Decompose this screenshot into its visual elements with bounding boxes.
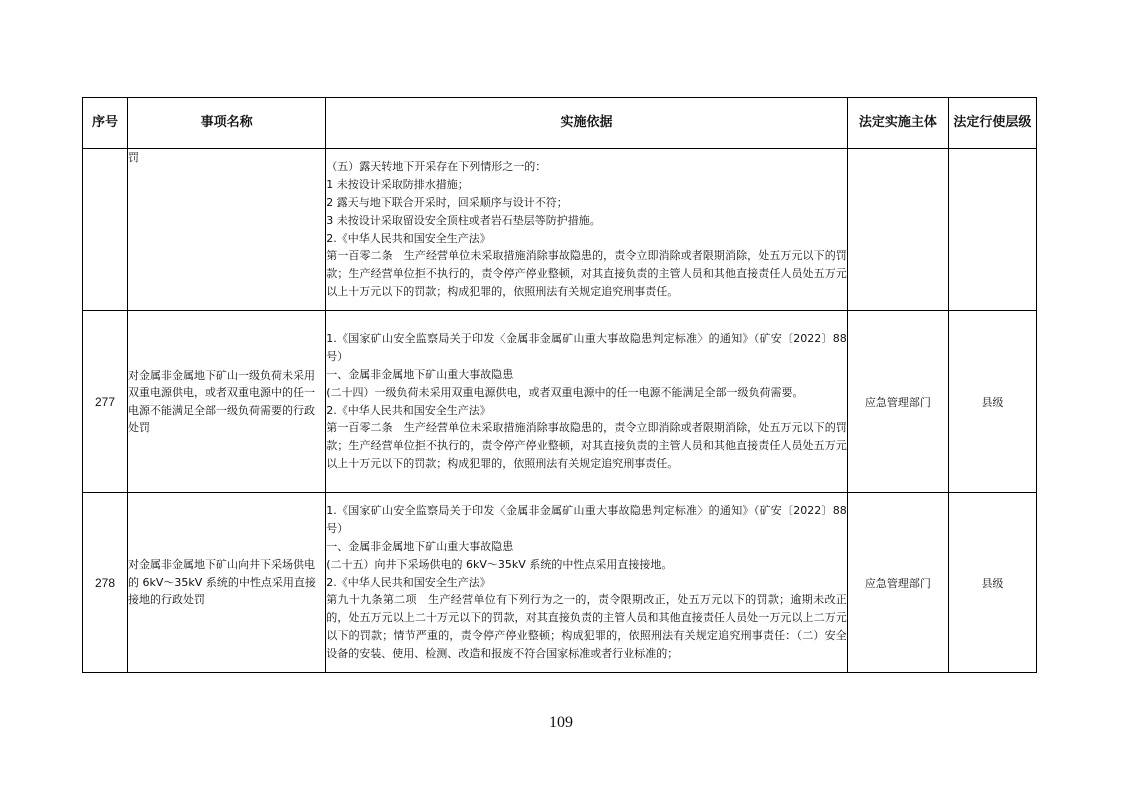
item-name: 对金属非金属地下矿山向井下采场供电的 6kV～35kV 系统的中性点采用直接接地的行政处罚	[128, 493, 326, 673]
implementing-body: 应急管理部门	[847, 311, 948, 493]
basis-line: 2 露天与地下联合开采时，回采顺序与设计不符；	[326, 195, 568, 209]
basis-line: (二十五）向井下采场供电的 6kV～35kV 系统的中性点采用直接接地。	[326, 557, 673, 571]
basis-line: 2.《中华人民共和国安全生产法》	[326, 403, 491, 417]
exercise-level: 县级	[948, 311, 1036, 493]
header-body: 法定实施主体	[847, 98, 948, 149]
header-basis: 实施依据	[326, 98, 848, 149]
item-name: 罚	[128, 149, 326, 311]
basis-line: 第一百零二条 生产经营单位未采取措施消除事故隐患的，责令立即消除或者限期消除，处五万元以下的罚款；生产经营单位拒不执行的，责令停产停业整顿，对其直接负责的主管人员和其他直接责任人员处五万元以上十万元以下的罚款；构成犯罪的，依照刑法有关规定追究刑事责任。	[326, 421, 847, 471]
basis-line: 2.《中华人民共和国安全生产法》	[326, 575, 491, 589]
basis-line: 1.《国家矿山安全监察局关于印发〈金属非金属矿山重大事故隐患判定标准〉的通知》（矿安〔2022〕88 号）	[326, 503, 847, 535]
legal-basis	[326, 311, 848, 493]
basis-line: 3 未按设计采取留设安全顶柱或者岩石垫层等防护措施。	[326, 213, 601, 227]
basis-line: 1 未按设计采取防排水措施；	[326, 177, 469, 191]
basis-line: 一、金属非金属地下矿山重大事故隐患	[326, 539, 514, 553]
basis-line: 一、金属非金属地下矿山重大事故隐患	[326, 367, 514, 381]
table-row	[83, 311, 1037, 493]
table-header-row	[83, 98, 1037, 149]
basis-line: 第一百零二条 生产经营单位未采取措施消除事故隐患的，责令立即消除或者限期消除，处五万元以下的罚款；生产经营单位拒不执行的，责令停产停业整顿，对其直接负责的主管人员和其他直接责任人员处五万元以上十万元以下的罚款；构成犯罪的，依照刑法有关规定追究刑事责任。	[326, 249, 847, 299]
header-no: 序号	[83, 98, 128, 149]
basis-line: 2.《中华人民共和国安全生产法》	[326, 231, 491, 245]
table-row	[83, 149, 1037, 311]
basis-line: （五）露天转地下开采存在下列情形之一的：	[326, 159, 547, 173]
header-level: 法定行使层级	[948, 98, 1036, 149]
basis-line: 第九十九条第二项 生产经营单位有下列行为之一的，责令限期改正，处五万元以下的罚款；逾期未改正的，处五万元以上二十万元以下的罚款，对其直接负责的主管人员和其他直接责任人员处一万元以上二万元以下的罚款；情节严重的，责令停产停业整顿；构成犯罪的，依照刑法有关规定追究刑事责任：（二）安全设备的安装、使用、检测、改造和报废不符合国家标准或者行业标准的；	[326, 593, 847, 661]
page-number: 109	[549, 714, 573, 731]
enforcement-items-table	[82, 97, 1037, 673]
legal-basis	[326, 493, 848, 673]
row-number: 278	[83, 493, 128, 673]
implementing-body: 应急管理部门	[847, 493, 948, 673]
exercise-level: 县级	[948, 493, 1036, 673]
header-name: 事项名称	[128, 98, 326, 149]
item-name: 对金属非金属地下矿山一级负荷未采用双重电源供电，或者双重电源中的任一电源不能满足全部一级负荷需要的行政处罚	[128, 311, 326, 493]
row-number	[83, 149, 128, 311]
implementing-body	[847, 149, 948, 311]
exercise-level	[948, 149, 1036, 311]
legal-basis	[326, 149, 848, 311]
row-number: 277	[83, 311, 128, 493]
basis-line: (二十四）一级负荷未采用双重电源供电，或者双重电源中的任一电源不能满足全部一级负荷需要。	[326, 385, 804, 399]
table-row	[83, 493, 1037, 673]
basis-line: 1.《国家矿山安全监察局关于印发〈金属非金属矿山重大事故隐患判定标准〉的通知》（矿安〔2022〕88 号）	[326, 331, 847, 363]
